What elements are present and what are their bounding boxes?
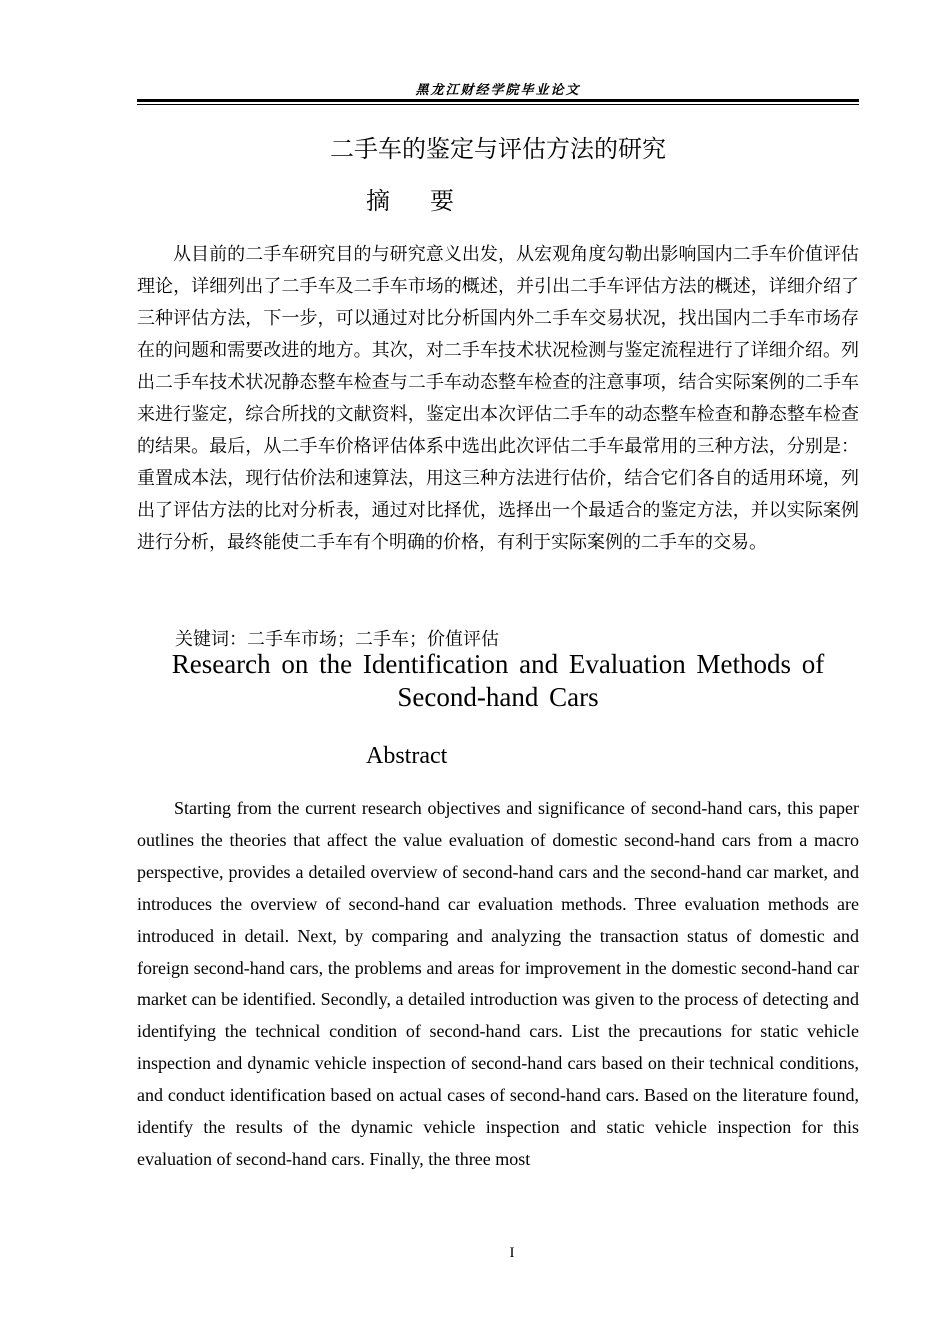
english-abstract-body: Starting from the current research objectives and significance of second-hand cars, this paper outlines the theories that affect the value evaluation of domestic second-hand cars from a macro perspective, provides a detailed overview of second-hand cars and the second-hand car market, and introduces the overview of second-hand car evaluation methods. Three evaluation methods are introduced in detail. Next, by comparing and analyzing the transaction status of domestic and foreign second-hand cars, the problems and areas for improvement in the domestic second-hand car market can be identified. Secondly, a detailed introduction was given to the process of detecting and identifying the technical condition of second-hand cars. List the precautions for static vehicle inspection and dynamic vehicle inspection of second-hand cars based on their technical conditions, and conduct identification based on actual cases of second-hand cars. Based on the literature found, identify the results of the dynamic vehicle inspection and static vehicle inspection for this evaluation of second-hand cars. Finally, the three most: [137, 798, 859, 1169]
english-abstract-heading: Abstract: [366, 743, 448, 769]
chinese-abstract-body: 从目前的二手车研究目的与研究意义出发，从宏观角度勾勒出影响国内二手车价值评估理论，详细列出了二手车及二手车市场的概述，并引出二手车评估方法的概述，详细介绍了三种评估方法，下一步，可以通过对比分析国内外二手车交易状况，找出国内二手车市场存在的问题和需要改进的地方。其次，对二手车技术状况检测与鉴定流程进行了详细介绍。列出二手车技术状况静态整车检查与二手车动态整车检查的注意事项，结合实际案例的二手车来进行鉴定，综合所找的文献资料，鉴定出本次评估二手车的动态整车检查和静态整车检查的结果。最后，从二手车价格评估体系中选出此次评估二手车最常用的三种方法，分别是：重置成本法，现行估价法和速算法，用这三种方法进行估价，结合它们各自的适用环境，列出了评估方法的比对分析表，通过对比择优，选择出一个最适合的鉴定方法，并以实际案例进行分析，最终能使二手车有个明确的价格，有利于实际案例的二手车的交易。: [137, 244, 859, 553]
english-title: Research on the Identification and Evaluation Methods of Second-hand Cars: [171, 649, 825, 712]
keywords-value: 二手车市场；二手车；价值评估: [247, 629, 499, 650]
chinese-title: 二手车的鉴定与评估方法的研究: [330, 135, 666, 163]
header-rule-thick: [137, 99, 859, 102]
page-number: I: [509, 1245, 515, 1261]
header-rule-thin: [137, 104, 859, 105]
running-header: 黑龙江财经学院毕业论文: [415, 83, 581, 98]
chinese-abstract-heading: 摘要: [366, 187, 494, 215]
keywords-label: 关键词：: [175, 629, 247, 650]
